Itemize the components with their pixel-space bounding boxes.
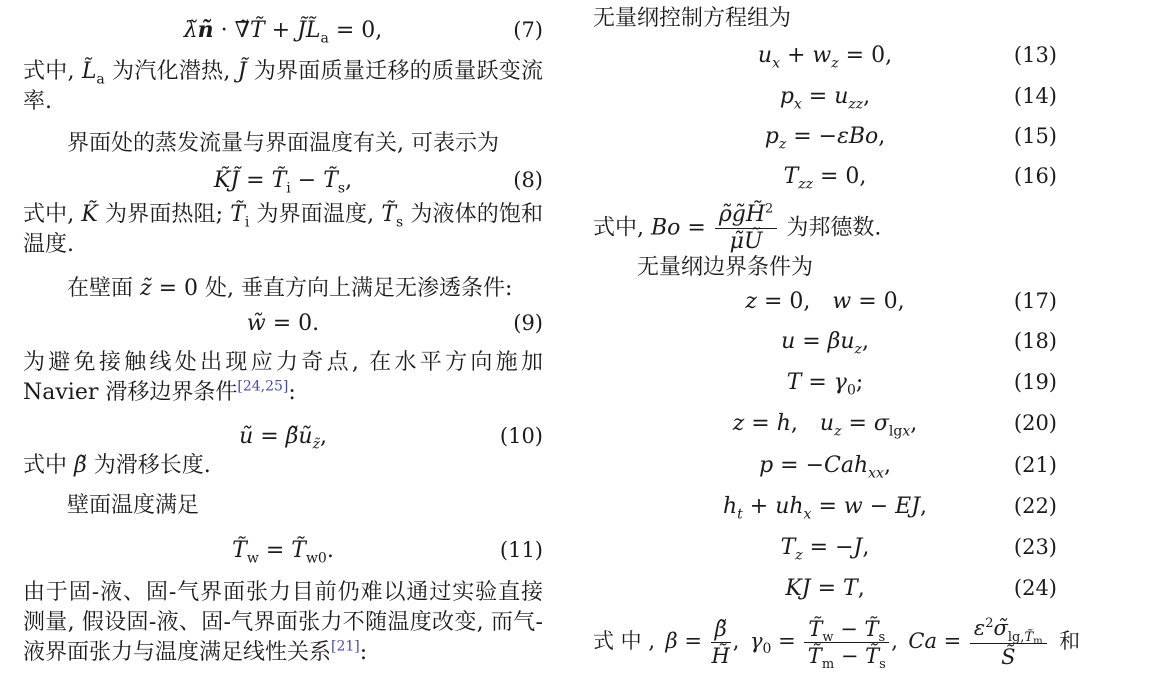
equation-7 (23, 15, 543, 45)
equation-15 (593, 121, 1057, 151)
equation-17 (593, 286, 1057, 316)
equation-20 (593, 408, 1057, 438)
equation-24 (593, 573, 1057, 603)
equation-15-body: $p_z = -\varepsilon Bo$, (764, 123, 886, 152)
equation-10-number: (10) (499, 424, 543, 448)
equation-13-number: (13) (1013, 43, 1057, 67)
para-wall-temp-intro: 壁面温度满足 (67, 493, 200, 518)
equation-19-body: $T = \gamma_0$; (786, 369, 864, 398)
column-right (593, 0, 1081, 673)
para-navier-slip: 为避免接触线处出现应力奇点, 在水平方向施加 Navier 滑移边界条件[24,25]: (23, 350, 543, 405)
para-thermal-resistance: 式中, K̃ 为界面热阻; $T̃_i$ 为界面温度, $T̃_s$ 为液体的饱和温度. (23, 202, 543, 257)
equation-11 (23, 535, 543, 565)
equation-21-body: p = −Cah$_{xx}$, (759, 452, 891, 481)
para-bond-number: 式中, Bo = $\frac{\rhõg̃H̃^2}{\mũŨ}$ 为邦德数. (593, 201, 882, 254)
equation-18 (593, 326, 1057, 356)
equation-23-body: $T_z = -J$, (780, 534, 870, 563)
equation-10 (23, 421, 543, 451)
citation-21[interactable]: [21] (331, 638, 360, 655)
equation-17-number: (17) (1013, 289, 1057, 313)
equation-23-number: (23) (1013, 535, 1057, 559)
equation-11-number: (11) (499, 538, 543, 562)
equation-16-body: $T_{zz} = 0$, (783, 163, 867, 192)
para-wall-no-penetration: 在壁面 z̃ = 0 处, 垂直方向上满足无渗透条件: (67, 276, 513, 301)
equation-22 (593, 491, 1057, 521)
equation-9-number: (9) (513, 311, 543, 335)
para-latent-heat: 式中, $L̃_a$ 为汽化潜热, J̃ 为界面质量迁移的质量跃变流率. (23, 59, 543, 114)
equation-13-body: $u_x + w_z = 0$, (757, 42, 893, 71)
equation-21 (593, 450, 1057, 480)
equation-16-number: (16) (1013, 164, 1057, 188)
para-surface-tension: 由于固-液、固-气界面张力目前仍难以通过实验直接测量, 假设固-液、固-气界面张力不随温度改变, 而气-液界面张力与温度满足线性关系[21]: (23, 580, 543, 665)
para-dimensionless-governing-intro: 无量纲控制方程组为 (593, 6, 792, 31)
equation-8-body: K̃J̃ = $T̃_i$ − $T̃_s$, (213, 167, 353, 196)
equation-7-body: λ̃ñ · ∇̃T̃ + $J̃L̃_a = 0$, (183, 17, 383, 47)
equation-10-body: ũ = $\betãũ_{z̃}$, (239, 423, 327, 452)
equation-17-body: z = 0, w = 0, (745, 288, 905, 314)
para-parameter-definitions: 式 中 , β = $\frac{\betã}{H̃}$ , $\gamma_0$ = $\frac{T̃_w - T̃_s}{T̃_m - T̃_s}$ , Ca = $\frac{\varepsilon^2\sigmã_{lg,T̃_m}}{S̃}$ 和 (593, 616, 1081, 673)
column-left (23, 0, 543, 668)
equation-18-body: $u = \beta u_z$, (781, 328, 869, 357)
equation-11-body: $T̃_w$ = $T̃_{w0}$. (232, 537, 334, 566)
equation-9-body: w̃ = 0. (246, 310, 320, 336)
equation-23 (593, 532, 1057, 562)
equation-20-body: z = h, $u_z = \sigma_{lgx}$, (732, 410, 918, 439)
equation-24-body: KJ = T, (785, 575, 865, 601)
equation-8 (23, 165, 543, 195)
equation-16 (593, 161, 1057, 191)
equation-13 (593, 40, 1057, 70)
equation-22-number: (22) (1013, 494, 1057, 518)
equation-19 (593, 367, 1057, 397)
citation-24-25[interactable]: [24,25] (237, 378, 289, 395)
equation-9 (23, 308, 543, 338)
para-slip-length: 式中 β̃ 为滑移长度. (23, 453, 211, 478)
para-evap-flux-intro: 界面处的蒸发流量与界面温度有关, 可表示为 (67, 131, 499, 156)
equation-8-number: (8) (513, 168, 543, 192)
equation-14-number: (14) (1013, 84, 1057, 108)
equation-19-number: (19) (1013, 370, 1057, 394)
equation-14 (593, 81, 1057, 111)
equation-14-body: $p_x = u_{zz}$, (779, 83, 871, 112)
equation-20-number: (20) (1013, 411, 1057, 435)
equation-7-number: (7) (513, 18, 543, 42)
equation-21-number: (21) (1013, 453, 1057, 477)
para-boundary-conditions-intro: 无量纲边界条件为 (637, 255, 814, 280)
equation-18-number: (18) (1013, 329, 1057, 353)
equation-24-number: (24) (1013, 576, 1057, 600)
equation-22-body: $h_t + uh_x = w$ − EJ, (722, 493, 928, 522)
equation-15-number: (15) (1013, 124, 1057, 148)
